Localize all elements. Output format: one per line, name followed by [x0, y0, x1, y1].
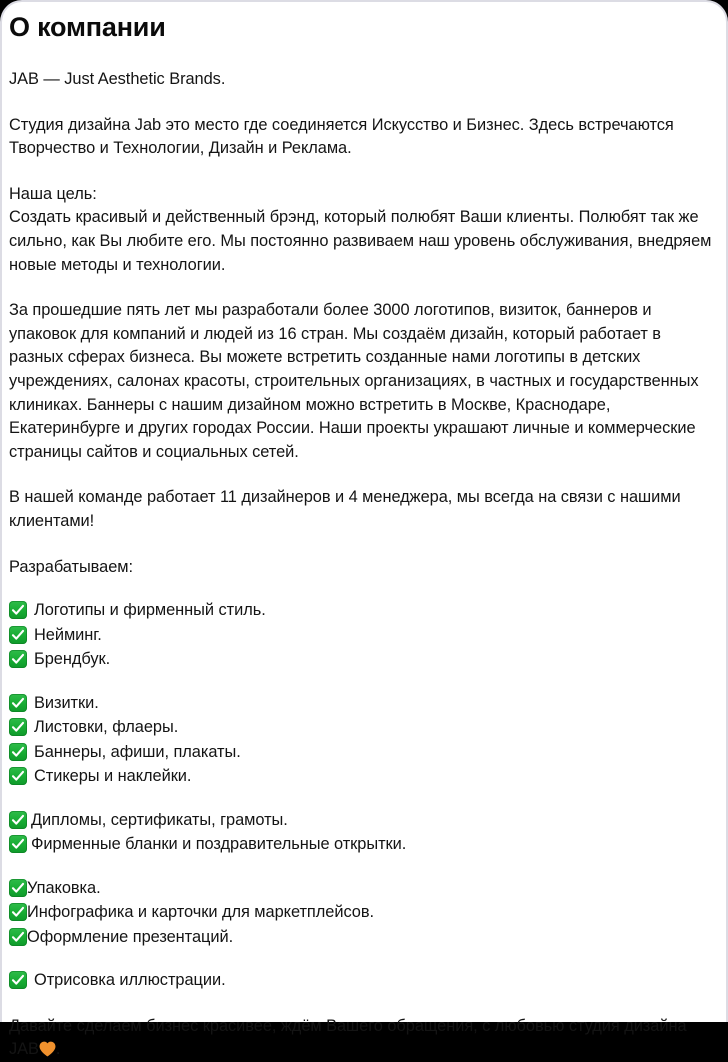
service-list-item-label: Стикеры и наклейки. [34, 767, 192, 786]
white-check-mark-icon [9, 879, 27, 897]
spacer [9, 949, 716, 968]
white-check-mark-icon [9, 835, 27, 853]
white-check-mark-icon [9, 743, 27, 761]
white-check-mark-icon [9, 767, 27, 785]
service-list-item [9, 740, 716, 765]
white-check-mark-icon [9, 601, 27, 619]
service-list-item-label: Упаковка. [27, 878, 101, 897]
service-list-item-label: Отрисовка иллюстрации. [34, 971, 226, 990]
spacer [9, 464, 716, 486]
spacer [9, 534, 716, 556]
spacer [9, 579, 716, 598]
team-paragraph: В нашей команде работает 11 дизайнеров и 4 менеджера, мы всегда на связи с нашими клиентами! [9, 488, 681, 530]
white-check-mark-icon [9, 903, 27, 921]
service-list-item [9, 876, 716, 901]
spacer [9, 161, 716, 183]
service-list-item [9, 623, 716, 648]
service-list-item-label: Инфографика и карточки для маркетплейсов. [27, 903, 375, 922]
service-list-item-label: Дипломы, сертификаты, грамоты. [31, 810, 288, 829]
closing-text-tail: . [55, 1040, 61, 1059]
page-title: О компании [9, 12, 166, 42]
service-list-item-label: Нейминг. [34, 625, 102, 644]
service-list-item [9, 764, 716, 789]
spacer [9, 993, 716, 1015]
services-group [9, 876, 716, 950]
services-group [9, 598, 716, 672]
service-list-item [9, 900, 716, 925]
service-list-item-label: Логотипы и фирменный стиль. [34, 601, 266, 620]
experience-paragraph: За прошедшие пять лет мы разработали более 3000 логотипов, визиток, баннеров и упаковок для компаний и людей из 16 стран. Мы создаём дизайн, который работает в разных сферах бизнеса. Вы можете встретить созданные нами логотипы в детских учреждениях, салонах красоты, строительных организациях, в частных и государственных клиниках. Баннеры с нашим дизайном можно встретить в Москве, Краснодаре, Екатеринбурге и других городах России. Наши проекты украшают личные и коммерческие страницы сайтов и социальных сетей. [9, 301, 699, 461]
white-check-mark-icon [9, 626, 27, 644]
white-check-mark-icon [9, 971, 27, 989]
spacer [9, 92, 716, 114]
goal-body: Создать красивый и действенный брэнд, который полюбят Ваши клиенты. Полюбят так же сильно, как Вы любите его. Мы постоянно развиваем наш уровень обслуживания, внедряем новые методы и технологии. [9, 208, 712, 274]
service-list-item-label: Брендбук. [34, 650, 111, 669]
white-check-mark-icon [9, 718, 27, 736]
white-check-mark-icon [9, 811, 27, 829]
service-list-item [9, 832, 716, 857]
service-list-item-label: Оформление презентаций. [27, 927, 234, 946]
services-group [9, 808, 716, 857]
service-list-item [9, 691, 716, 716]
service-list-item-label: Визитки. [34, 693, 99, 712]
services-list [9, 598, 716, 993]
services-heading: Разрабатываем: [9, 557, 133, 576]
white-check-mark-icon [9, 694, 27, 712]
service-list-item [9, 968, 716, 993]
about-paragraph: Студия дизайна Jab это место где соединяется Искусство и Бизнес. Здесь встречаются Творчество и Технологии, Дизайн и Реклама. [9, 115, 674, 158]
goal-heading: Наша цель: [9, 184, 97, 203]
spacer [9, 857, 716, 876]
service-list-item-label: Листовки, флаеры. [34, 718, 179, 737]
closing-text: Давайте сделаем бизнес красивее, ждём Вашего обращения, с любовью студия дизайна JAB [9, 1016, 687, 1059]
services-group [9, 968, 716, 993]
service-list-item [9, 715, 716, 740]
services-group [9, 691, 716, 789]
service-list-item [9, 808, 716, 833]
spacer [9, 789, 716, 808]
service-list-item-label: Фирменные бланки и поздравительные открытки. [31, 835, 407, 854]
white-check-mark-icon [9, 650, 27, 668]
white-check-mark-icon [9, 928, 27, 946]
spacer [9, 44, 716, 68]
spacer [9, 277, 716, 299]
brand-tagline: JAB — Just Aesthetic Brands. [9, 70, 226, 88]
service-list-item [9, 598, 716, 623]
orange-heart-icon [39, 1041, 56, 1057]
service-list-item [9, 925, 716, 950]
service-list-item [9, 647, 716, 672]
spacer [9, 672, 716, 691]
service-list-item-label: Баннеры, афиши, плакаты. [34, 742, 241, 761]
